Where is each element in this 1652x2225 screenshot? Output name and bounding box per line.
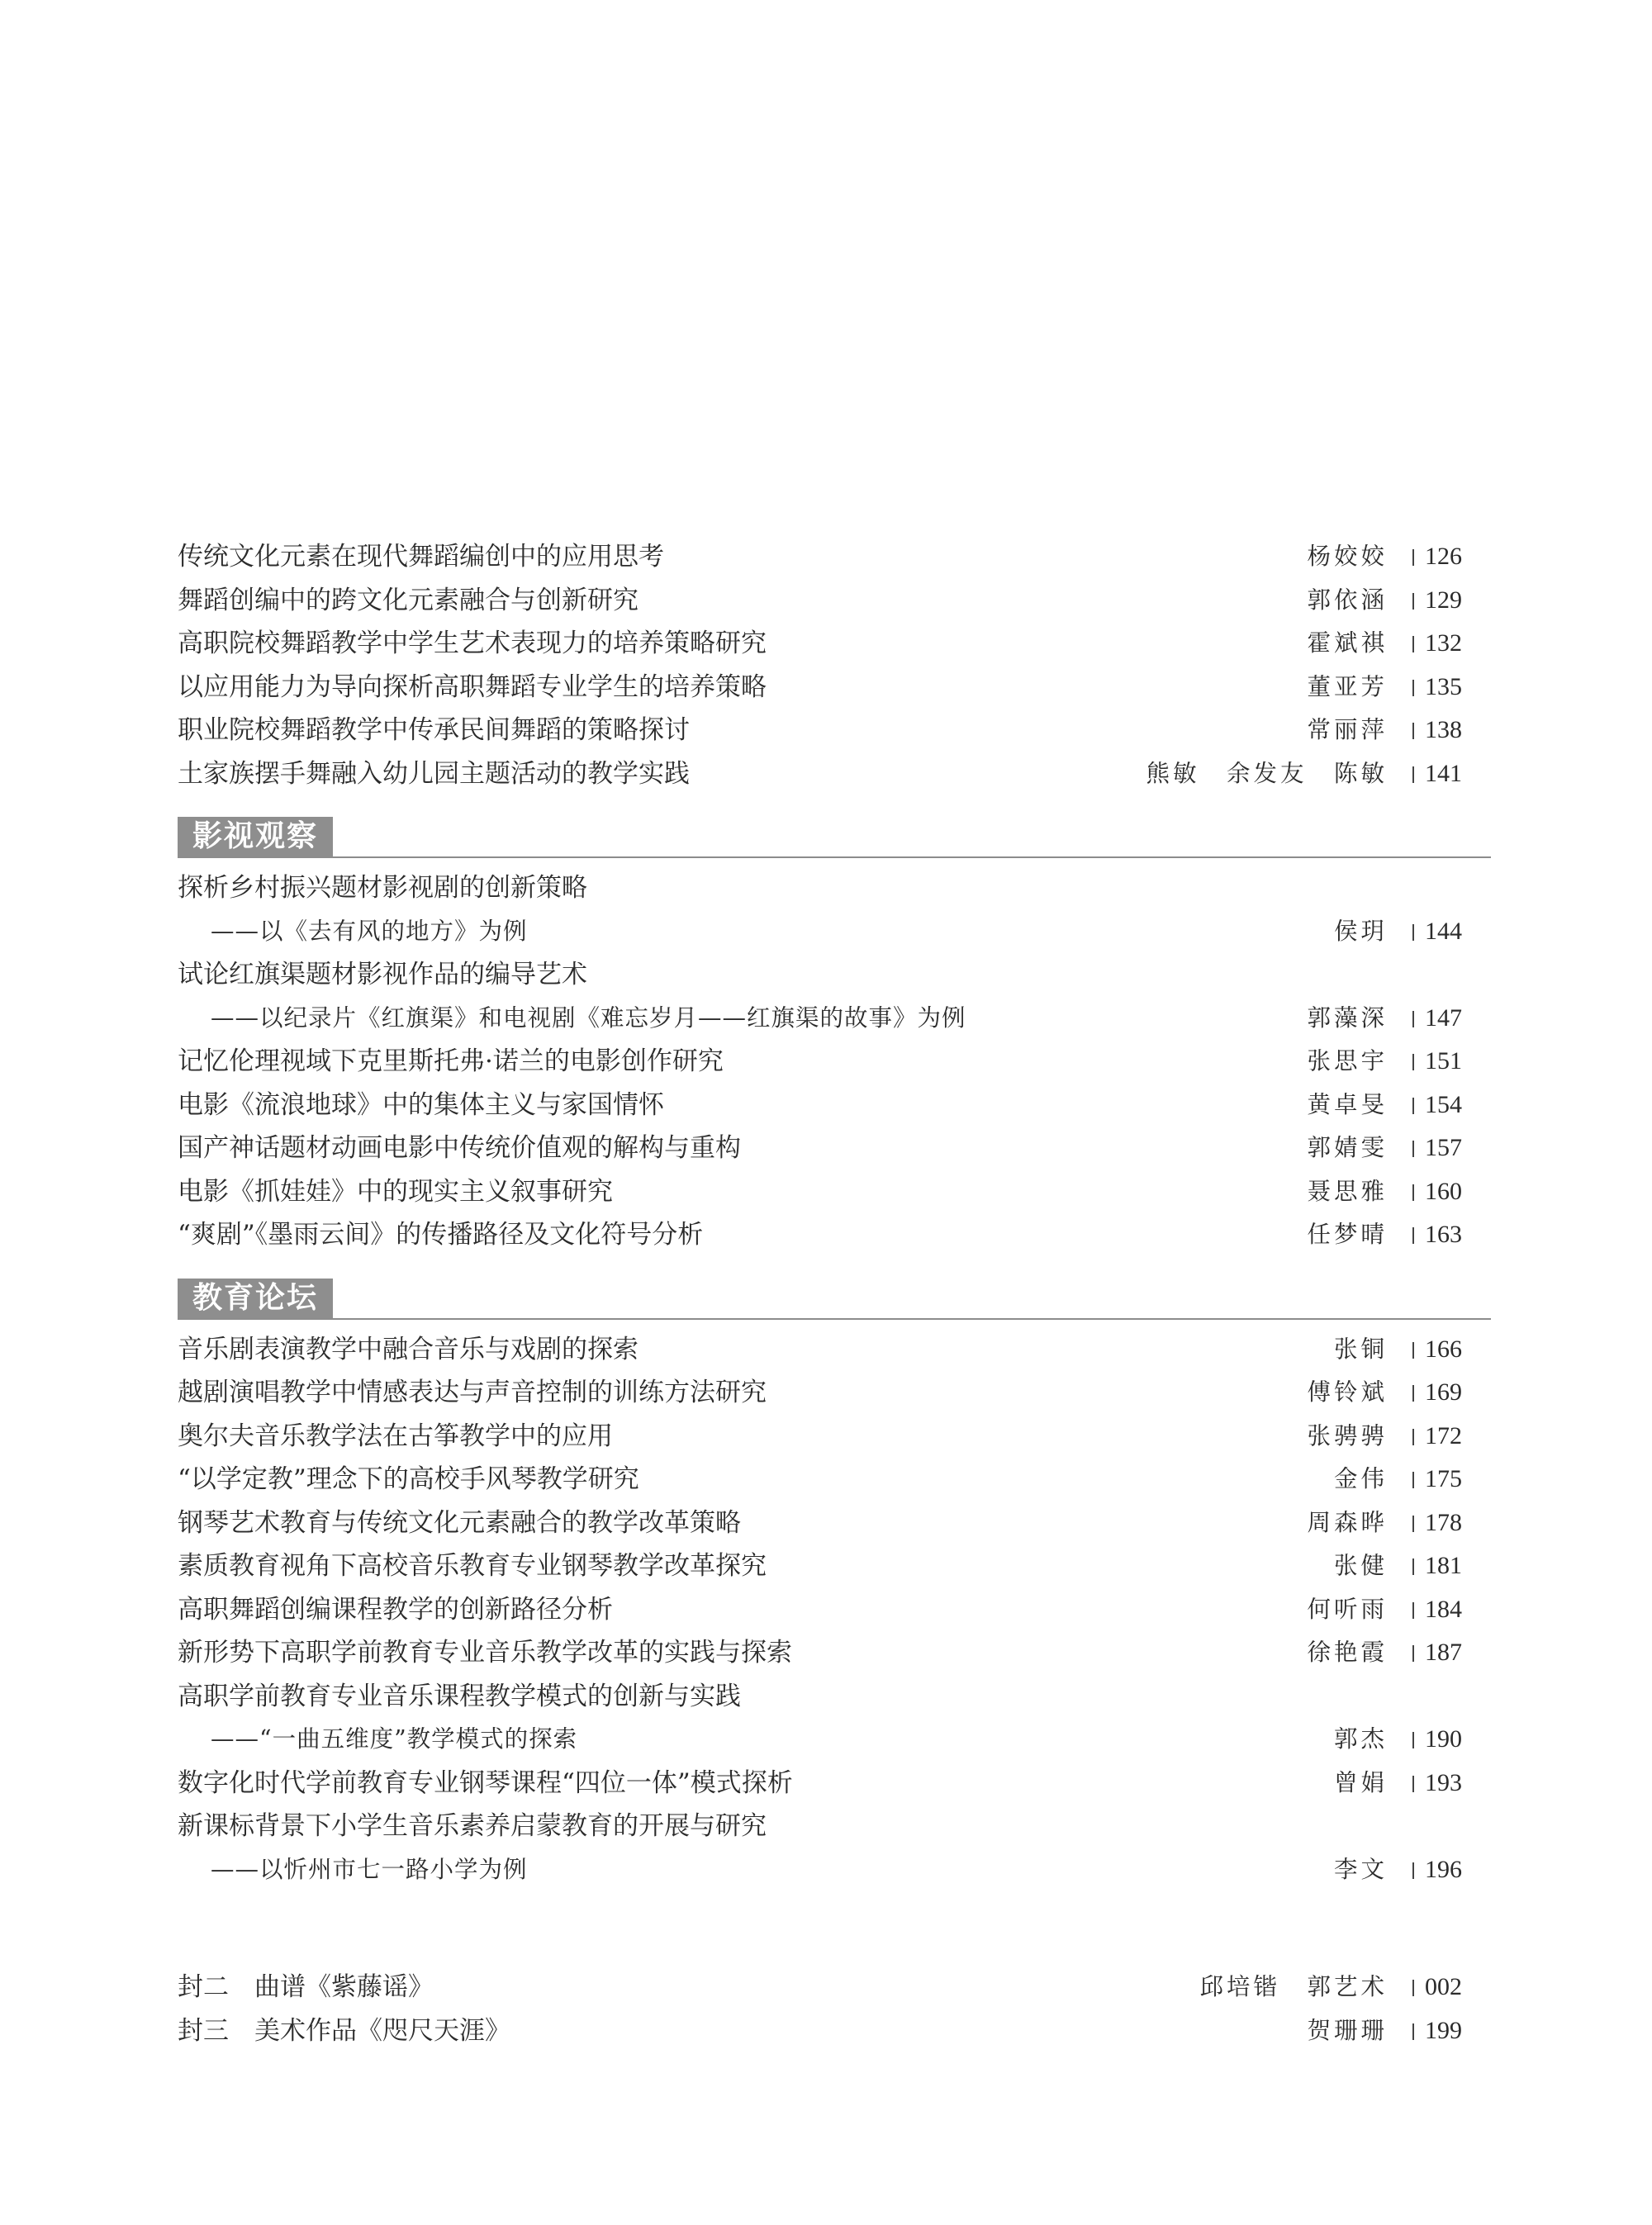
entry-page-number: 002 (1425, 1966, 1462, 2009)
toc-entry-subtitle[interactable] (178, 997, 1491, 1041)
entry-title: ——以《去有风的地方》为例 (211, 917, 528, 945)
entry-title: 奥尔夫音乐教学法在古筝教学中的应用 (178, 1421, 613, 1451)
entry-page-number: 138 (1425, 709, 1462, 752)
entry-page-number: 163 (1425, 1213, 1462, 1256)
entry-title: 音乐剧表演教学中融合音乐与戏剧的探索 (178, 1334, 638, 1364)
entry-page-number: 178 (1425, 1502, 1462, 1544)
toc-entry[interactable] (178, 1675, 1491, 1719)
entry-title: 电影《抓娃娃》中的现实主义叙事研究 (178, 1176, 613, 1207)
entry-title: 电影《流浪地球》中的集体主义与家国情怀 (178, 1089, 664, 1120)
entry-title: 越剧演唱教学中情感表达与声音控制的训练方法研究 (178, 1378, 767, 1407)
toc-entry[interactable] (178, 1040, 1491, 1084)
toc-entry[interactable] (178, 953, 1491, 997)
toc-entry[interactable] (178, 1805, 1491, 1848)
section-heading-label: 影视观察 (178, 817, 333, 856)
toc-entry[interactable] (178, 1762, 1491, 1805)
entry-title: 数字化时代学前教育专业钢琴课程“四位一体”模式探析 (178, 1767, 793, 1798)
toc-entry[interactable] (178, 1371, 1491, 1415)
entry-title: 钢琴艺术教育与传统文化元素融合的教学改革策略 (178, 1507, 741, 1538)
entry-title: 土家族摆手舞融入幼儿园主题活动的教学实践 (178, 758, 690, 789)
entry-title: 新形势下高职学前教育专业音乐教学改革的实践与探索 (178, 1638, 792, 1668)
entry-author: 张思宇 (1307, 1047, 1388, 1075)
entry-page-number: 172 (1425, 1415, 1462, 1458)
toc-entry[interactable] (178, 622, 1491, 666)
entry-author: 曾娟 (1333, 1768, 1388, 1796)
entry-title: 封三 美术作品《咫尺天涯》 (178, 2015, 510, 2046)
entry-page-number: 187 (1425, 1631, 1462, 1674)
toc-entry[interactable] (178, 2009, 1491, 2053)
entry-page-number: 135 (1425, 666, 1462, 709)
toc-entry[interactable] (178, 1458, 1491, 1502)
entry-author: 李文 (1333, 1855, 1388, 1883)
entry-title: 国产神话题材动画电影中传统价值观的解构与重构 (178, 1133, 741, 1163)
entry-title: 记忆伦理视域下克里斯托弗·诺兰的电影创作研究 (178, 1046, 724, 1076)
entry-author: 傅铃斌 (1307, 1378, 1388, 1406)
entry-title: 新课标背景下小学生音乐素养启蒙教育的开展与研究 (178, 1811, 767, 1841)
entry-author: 郭依涵 (1307, 586, 1388, 614)
toc-entry-subtitle[interactable] (178, 1718, 1491, 1762)
toc-entry[interactable] (178, 1084, 1491, 1127)
toc-entry[interactable] (178, 1588, 1491, 1632)
toc-entry-subtitle[interactable] (178, 910, 1491, 954)
entry-title: 探析乡村振兴题材影视剧的创新策略 (178, 873, 587, 903)
entry-title: 高职舞蹈创编课程教学的创新路径分析 (178, 1594, 613, 1625)
entry-author: 熊敏 余发友 陈敏 (1146, 759, 1388, 787)
entry-title: 高职学前教育专业音乐课程教学模式的创新与实践 (178, 1681, 741, 1711)
toc-entry-subtitle[interactable] (178, 1848, 1491, 1892)
entry-author: 张健 (1333, 1552, 1388, 1579)
entry-author: 郭杰 (1333, 1725, 1388, 1753)
entry-page-number: 132 (1425, 622, 1462, 665)
entry-title: 高职院校舞蹈教学中学生艺术表现力的培养策略研究 (178, 629, 767, 658)
toc-entry[interactable] (178, 1328, 1491, 1372)
toc-entry[interactable] (178, 1170, 1491, 1214)
entry-page-number: 141 (1425, 752, 1462, 795)
entry-author: 郭藻深 (1307, 1003, 1388, 1032)
cover-credits (178, 1966, 1491, 2052)
toc-entry[interactable] (178, 1213, 1491, 1257)
entry-title: 封二 曲谱《紫藤谣》 (178, 1972, 434, 2002)
entry-author: 霍斌祺 (1307, 629, 1388, 657)
entry-page-number: 151 (1425, 1040, 1462, 1083)
toc-entry[interactable] (178, 579, 1491, 623)
entry-page-number: 175 (1425, 1458, 1462, 1501)
entry-author: 常丽萍 (1307, 716, 1388, 743)
entry-title: 试论红旗渠题材影视作品的编导艺术 (178, 960, 587, 989)
entry-title: 职业院校舞蹈教学中传承民间舞蹈的策略探讨 (178, 715, 690, 745)
entry-page-number: 147 (1425, 997, 1462, 1040)
table-of-contents (178, 535, 1491, 2052)
entry-title: 舞蹈创编中的跨文化元素融合与创新研究 (178, 585, 638, 615)
entry-page-number: 154 (1425, 1084, 1462, 1127)
entry-page-number: 160 (1425, 1170, 1462, 1213)
toc-section (178, 817, 1491, 1257)
section-heading (178, 817, 1491, 858)
entry-author: 张骋骋 (1307, 1421, 1388, 1449)
entry-page-number: 190 (1425, 1718, 1462, 1761)
toc-entry[interactable] (178, 709, 1491, 752)
entry-page-number: 166 (1425, 1328, 1462, 1371)
entry-page-number: 181 (1425, 1544, 1462, 1587)
toc-entry[interactable] (178, 535, 1491, 579)
toc-entry[interactable] (178, 1966, 1491, 2009)
toc-entry[interactable] (178, 1631, 1491, 1675)
entry-title: 以应用能力为导向探析高职舞蹈专业学生的培养策略 (178, 671, 767, 702)
entry-title: “以学定教”理念下的高校手风琴教学研究 (178, 1464, 639, 1494)
toc-entry[interactable] (178, 866, 1491, 910)
entry-title: ——“一曲五维度”教学模式的探索 (211, 1725, 578, 1753)
entry-author: 郭婧雯 (1307, 1134, 1388, 1161)
entry-title: “爽剧”《墨雨云间》的传播路径及文化符号分析 (178, 1220, 704, 1250)
toc-section (178, 535, 1491, 795)
entry-page-number: 193 (1425, 1762, 1462, 1805)
entry-page-number: 184 (1425, 1588, 1462, 1631)
entry-title: ——以纪录片《红旗渠》和电视剧《难忘岁月——红旗渠的故事》为例 (211, 1003, 966, 1032)
entry-page-number: 157 (1425, 1127, 1462, 1169)
toc-entry[interactable] (178, 666, 1491, 709)
toc-entry[interactable] (178, 1415, 1491, 1459)
entry-author: 何听雨 (1307, 1595, 1388, 1623)
entry-author: 董亚芳 (1307, 672, 1388, 700)
entry-page-number: 144 (1425, 910, 1462, 953)
entry-author: 杨姣姣 (1307, 543, 1388, 570)
toc-section (178, 1279, 1491, 1892)
entry-title: 传统文化元素在现代舞蹈编创中的应用思考 (178, 542, 664, 572)
section-heading-label: 教育论坛 (178, 1279, 333, 1318)
entry-author: 聂思雅 (1307, 1177, 1388, 1205)
toc-entry[interactable] (178, 1544, 1491, 1588)
entry-author: 金伟 (1333, 1465, 1388, 1492)
toc-entry[interactable] (178, 752, 1491, 796)
entry-page-number: 196 (1425, 1848, 1462, 1891)
entry-page-number: 199 (1425, 2009, 1462, 2052)
entry-author: 贺珊珊 (1307, 2016, 1388, 2044)
entry-author: 徐艳霞 (1307, 1639, 1388, 1666)
entry-page-number: 169 (1425, 1371, 1462, 1414)
entry-author: 侯玥 (1333, 917, 1388, 945)
toc-entry[interactable] (178, 1502, 1491, 1545)
entry-title: 素质教育视角下高校音乐教育专业钢琴教学改革探究 (178, 1551, 767, 1581)
section-heading (178, 1279, 1491, 1320)
entry-page-number: 126 (1425, 535, 1462, 578)
entry-page-number: 129 (1425, 579, 1462, 622)
entry-author: 任梦晴 (1307, 1221, 1388, 1248)
entry-author: 邱培锴 郭艺术 (1199, 1973, 1388, 2000)
toc-entry[interactable] (178, 1127, 1491, 1170)
entry-author: 黄卓旻 (1307, 1090, 1388, 1118)
entry-author: 张铜 (1333, 1335, 1388, 1363)
entry-title: ——以忻州市七一路小学为例 (211, 1855, 528, 1883)
entry-author: 周森晔 (1307, 1508, 1388, 1536)
